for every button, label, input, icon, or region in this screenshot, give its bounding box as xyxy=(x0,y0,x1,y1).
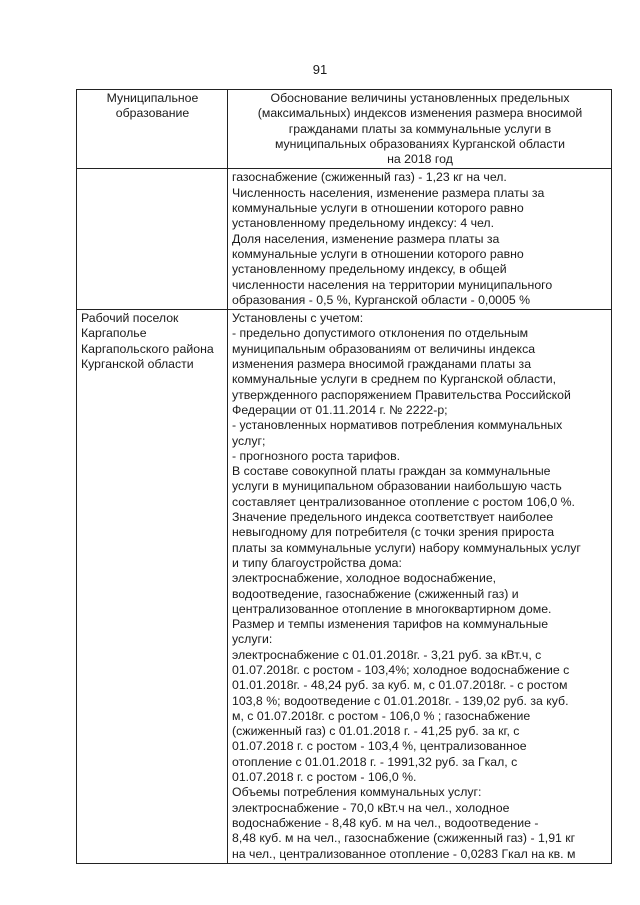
header-municipality: Муниципальное образование xyxy=(77,90,228,169)
table-header-row xyxy=(77,90,612,169)
table-row xyxy=(77,169,612,310)
municipality-cell: Рабочий поселок Каргаполье Каргапольского района Курганской области xyxy=(77,310,228,864)
municipality-cell-empty xyxy=(77,169,228,310)
justification-cell: газоснабжение (сжиженный газ) - 1,23 кг на чел. Численность населения, изменение размера платы за коммунальные услуги в отношении которого равно установленному предельному индексу: 4 чел. Доля населения, изменение размера платы за коммунальные услуги в отношении которого равно установленному предельному индексу, в общей численности населения на территории муниципального образования - 0,5 %, Курганской области - 0,0005 % xyxy=(228,169,612,310)
header-justification: Обоснование величины установленных предельных (максимальных) индексов изменения размера вносимой гражданами платы за коммунальные услуги в муниципальных образованиях Курганской области на 2018 год xyxy=(228,90,612,169)
page-number: 91 xyxy=(312,62,328,77)
justification-cell: Установлены с учетом: - предельно допустимого отклонения по отдельным муниципальным образованиям от величины индекса изменения размера вносимой гражданами платы за коммунальные услуги в среднем по Курганской области, утвержденного распоряжением Правительства Российской Федерации от 01.11.2014 г. № 2222-р; - установленных нормативов потребления коммунальных услуг; - прогнозного роста тарифов. В составе совокупной платы граждан за коммунальные услуги в муниципальном образовании наибольшую часть составляет централизованное отопление с ростом 106,0 %. Значение предельного индекса соответствует наиболее невыгодному для потребителя (с точки зрения прироста платы за коммунальные услуги) набору коммунальных услуг и типу благоустройства дома: электроснабжение, холодное водоснабжение, водоотведение, газоснабжение (сжиженный газ) и централизованное отопление в многоквартирном доме. Размер и темпы изменения тарифов на коммунальные услуги: электроснабжение с 01.01.2018г. - 3,21 руб. за кВт.ч, с 01.07.2018г. с ростом - 103,4%; холодное водоснабжение с 01.01.2018г. - 48,24 руб. за куб. м, с 01.07.2018г. - с ростом 103,8 %; водоотведение с 01.01.2018г. - 139,02 руб. за куб. м, с 01.07.2018г. с ростом - 106,0 % ; газоснабжение (сжиженный газ) с 01.01.2018 г. - 41,25 руб. за кг, с 01.07.2018 г. с ростом - 103,4 %, централизованное отопление с 01.01.2018 г. - 1991,32 руб. за Гкал, с 01.07.2018 г. с ростом - 106,0 %. Объемы потребления коммунальных услуг: электроснабжение - 70,0 кВт.ч на чел., холодное водоснабжение - 8,48 куб. м на чел., водоотведение - 8,48 куб. м на чел., газоснабжение (сжиженный газ) - 1,91 кг на чел., централизованное отопление - 0,0283 Гкал на кв. м xyxy=(228,310,612,864)
table-row xyxy=(77,310,612,864)
tariff-index-table xyxy=(76,89,612,864)
